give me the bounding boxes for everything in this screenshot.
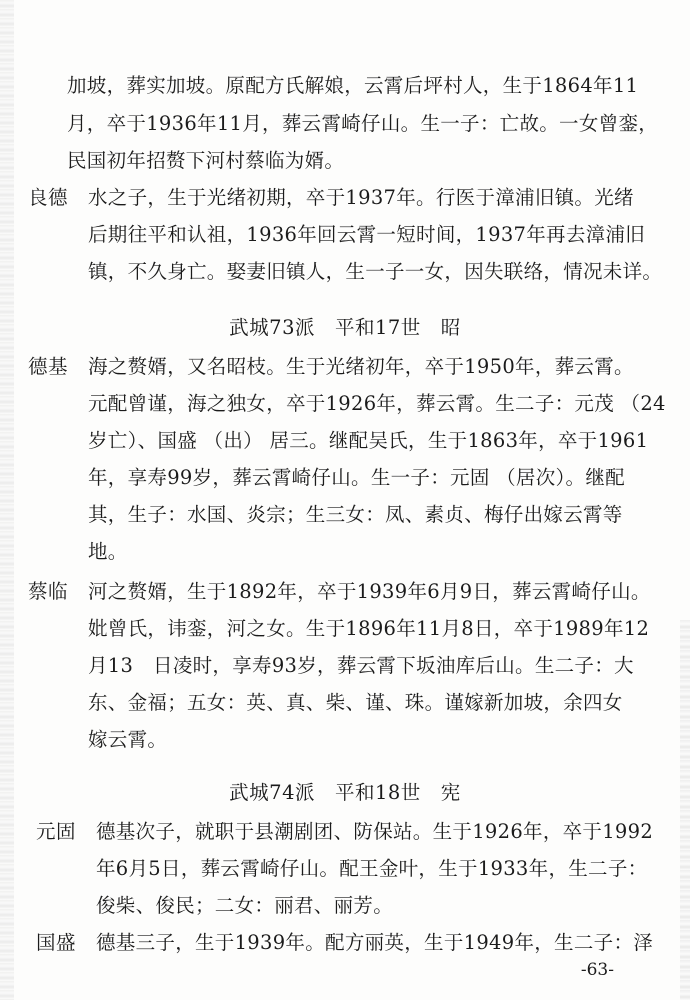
entry-name-liangde: 良德 bbox=[28, 186, 69, 209]
entry-cailin-line-4: 东、金福；五女：英、真、柴、谨、珠。谨嫁新加坡，余四女 bbox=[88, 691, 623, 714]
entry-cailin-line-1: 河之赘婿，生于1892年，卒于1939年6月9日，葬云霄崎仔山。 bbox=[88, 580, 651, 603]
entry-deji-line-4: 年，享寿99岁，葬云霄崎仔山。生一子：元固 （居次）。继配 bbox=[88, 466, 625, 489]
section-heading-73: 武城73派 平和17世 昭 bbox=[229, 316, 461, 339]
entry-yuangu-line-3: 俊柴、俊民；二女：丽君、丽芳。 bbox=[96, 894, 394, 917]
entry-cailin-line-3: 月13 日凌时，享寿93岁，葬云霄下坂油库后山。生二子：大 bbox=[88, 654, 634, 677]
entry-cailin-line-2: 妣曾氏，讳銮，河之女。生于1896年11月8日，卒于1989年12 bbox=[88, 617, 650, 640]
entry-deji-line-5: 其，生子：水国、炎宗；生三女：凤、素贞、梅仔出嫁云霄等 bbox=[88, 503, 623, 526]
section-heading-74: 武城74派 平和18世 宪 bbox=[229, 781, 461, 804]
page-number: -63- bbox=[580, 960, 614, 980]
entry-deji-line-2: 元配曾谨，海之独女，卒于1926年，葬云霄。生二子：元茂 （24 bbox=[88, 392, 666, 415]
entry-name-guosheng: 国盛 bbox=[36, 931, 77, 954]
entry-yuangu-line-1: 德基次子，就职于县潮剧团、防保站。生于1926年，卒于1992 bbox=[96, 820, 654, 843]
entry-liangde-line-1: 水之子，生于光绪初期，卒于1937年。行医于漳浦旧镇。光绪 bbox=[88, 186, 634, 209]
entry-deji-line-1: 海之赘婿，又名昭枝。生于光绪初年，卒于1950年，葬云霄。 bbox=[88, 355, 634, 378]
intro-line-3: 民国初年招赘下河村蔡临为婿。 bbox=[67, 149, 345, 172]
entry-name-deji: 德基 bbox=[28, 355, 69, 378]
intro-line-1: 加坡，葬实加坡。原配方氏解娘，云霄后坪村人，生于1864年11 bbox=[67, 74, 639, 97]
entry-deji-line-6: 地。 bbox=[88, 540, 128, 563]
entry-liangde-line-3: 镇，不久身亡。娶妻旧镇人，生一子一女，因失联络，情况未详。 bbox=[88, 260, 663, 283]
entry-deji-line-3: 岁亡）、国盛 （出） 居三。继配吴氏，生于1863年，卒于1961 bbox=[88, 429, 649, 452]
entry-name-cailin: 蔡临 bbox=[28, 580, 69, 603]
scan-edge-right bbox=[680, 620, 690, 1000]
entry-cailin-line-5: 嫁云霄。 bbox=[88, 728, 168, 751]
intro-line-2: 月，卒于1936年11月，葬云霄崎仔山。生一子：亡故。一女曾銮， bbox=[67, 112, 659, 135]
entry-name-yuangu: 元固 bbox=[36, 820, 77, 843]
scan-edge-left bbox=[0, 0, 14, 1000]
entry-guosheng-line-1: 德基三子，生于1939年。配方丽英，生于1949年，生二子：泽 bbox=[96, 931, 654, 954]
entry-liangde-line-2: 后期往平和认祖，1936年回云霄一短时间，1937年再去漳浦旧 bbox=[88, 223, 646, 246]
entry-yuangu-line-2: 年6月5日，葬云霄崎仔山。配王金叶，生于1933年，生二子： bbox=[96, 857, 648, 880]
